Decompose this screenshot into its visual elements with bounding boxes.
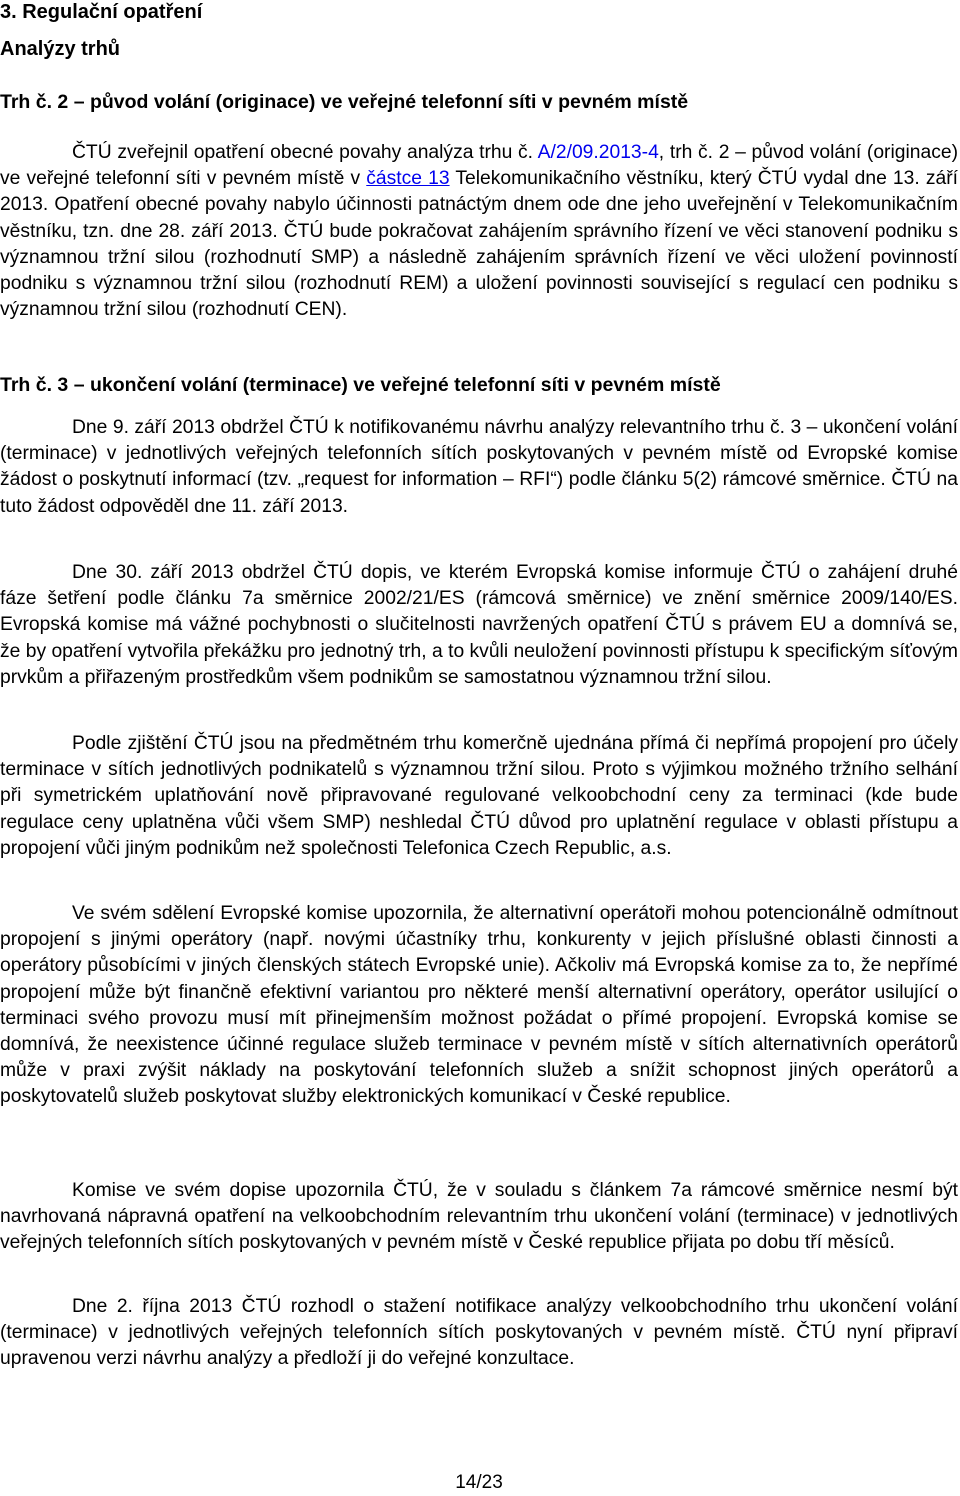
text-run: ČTÚ zveřejnil opatření obecné povahy analýza trhu č. (72, 142, 538, 163)
text-run: , trh č. 2 – původ volání (originace) ve veřejné telefonní síti v pevném místě v (0, 142, 958, 190)
market-3-paragraph-6: Dne 2. října 2013 ČTÚ rozhodl o stažení notifikace analýzy velkoobchodního trhu ukončení volání (terminace) v jednotlivých veřejných telefonních sítích poskytovaných v pevném místě. ČTÚ nyní připraví upravenou verzi návrhu analýzy a předloží ji do veřejné konzultace. (0, 1296, 958, 1370)
text-run: Telekomunikačního věstníku, který ČTÚ vydal dne 13. září 2013. Opatření obecné povahy nabylo účinnosti patnáctým dnem ode dne jeho uveřejnění v Telekomunikačním věstníku, tzn. dne 28. září 2013. ČTÚ bude pokračovat zahájením správního řízení ve věci stanovení podniku s významnou tržní silou (rozhodnutí SMP) a následně zahájením správních řízení ve věci uložení povinností podniku s významnou tržní silou (rozhodnutí REM) a uložení povinnosti související s regulací cen podniku s významnou tržní silou (rozhodnutí CEN). (0, 168, 959, 321)
market-3-title: Trh č. 3 – ukončení volání (terminace) ve veřejné telefonní síti v pevném místě (0, 374, 721, 396)
market-3-paragraph-4: Ve svém sdělení Evropské komise upozornila, že alternativní operátoři mohou potencionálně odmítnout propojení s jinými operátory (např. novými účastníky trhu, konkurenty v jejich příslušné oblasti činnosti a operátory působícími v jiných členských státech Evropské unie). Ačkoliv má Evropská komise za to, že nepřímé propojení může být finančně efektivní variantou pro některé menší alternativní operátory, operátor usilující o terminaci svého provozu musí mít přinejmenším možnost požádat o přímé propojení. Evropská komise se domnívá, že neexistence účinné regulace služeb terminace v pevném místě v sítích alternativních operátorů může v praxi zvýšit náklady na poskytování telefonních služeb a snížit schopnost jiných operátorů a poskytovatelů služeb poskytovat služby elektronických komunikací v České republice. (0, 903, 958, 1108)
market-2-title: Trh č. 2 – původ volání (originace) ve veřejné telefonní síti v pevném místě (0, 91, 689, 113)
market-3-paragraph-2: Dne 30. září 2013 obdržel ČTÚ dopis, ve kterém Evropská komise informuje ČTÚ o zahájení druhé fáze šetření podle článku 7a směrnice 2002/21/ES (rámcová směrnice) ve znění směrnice 2009/140/ES. Evropská komise má vážné pochybnosti o slučitelnosti navržených opatření ČTÚ s právem EU a domnívá se, že by opatření vytvořila překážku pro jednotný trh, a to kvůli neuložení povinnosti přístupu k specifickým síťovým prvkům a přiřazeným prostředkům všem podnikům se samostatnou významnou tržní silou. (0, 562, 958, 688)
market-3-paragraph-3: Podle zjištění ČTÚ jsou na předmětném trhu komerčně ujednána přímá či nepřímá propojení pro účely terminace v sítích jednotlivých podnikatelů s významnou tržní silou. Proto s výjimkou možného tržního selhání při symetrickém uplatňování nově připravované regulované velkoobchodní ceny za terminaci (kde bude regulace ceny uplatněna vůči všem SMP) neshledal ČTÚ důvod pro uplatnění regulace v oblasti přístupu a propojení vůči jiným podnikům než společnosti Telefonica Czech Republic, a.s. (0, 733, 958, 859)
subsection-heading: Analýzy trhů (0, 38, 121, 60)
bulletin-link[interactable]: částce 13 (366, 168, 450, 190)
market-3-paragraph-5: Komise ve svém dopise upozornila ČTÚ, že v souladu s článkem 7a rámcové směrnice nesmí být navrhovaná nápravná opatření na velkoobchodním relevantním trhu ukončení volání (terminace) v jednotlivých veřejných telefonních sítích poskytovaných v pevném místě v České republice přijata po dobu tří měsíců. (0, 1180, 958, 1254)
market-2-paragraph (0, 140, 958, 323)
market-3-paragraph-1: Dne 9. září 2013 obdržel ČTÚ k notifikovanému návrhu analýzy relevantního trhu č. 3 – ukončení volání (terminace) v jednotlivých veřejných telefonních sítích poskytovaných v pevném místě od Evropské komise žádost o poskytnutí informací (tzv. „request for information – RFI“) podle článku 5(2) rámcové směrnice. ČTÚ na tuto žádost odpověděl dne 11. září 2013. (0, 417, 958, 517)
page-number: 14/23 (455, 1472, 503, 1493)
reference-link[interactable]: A/2/09.2013-4 (537, 142, 659, 163)
section-heading: 3. Regulační opatření (0, 1, 203, 23)
